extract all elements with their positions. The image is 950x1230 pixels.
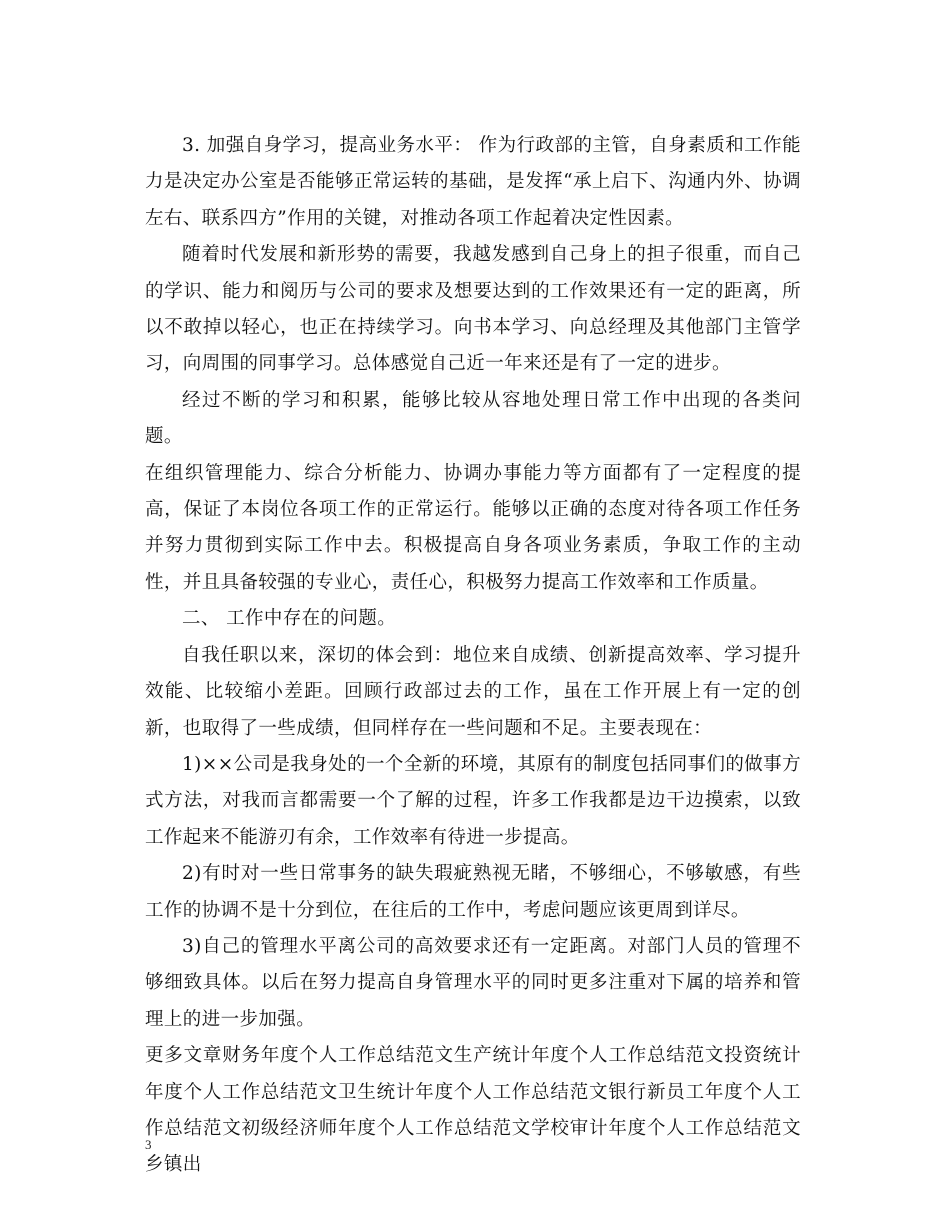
paragraph-management-ability: 在组织管理能力、综合分析能力、协调办事能力等方面都有了一定程度的提高，保证了本岗位各项工作的正常运行。能够以正确的态度对待各项工作任务并努力贯彻到实际工作中去。积极提高自身各项业务素质，争取工作的主动性，并且具备较强的专业心，责任心，积极努力提高工作效率和工作质量。 [145,462,801,593]
section-heading-problems: 二、 工作中存在的问题。 [182,608,397,630]
paragraph-since-appointment: 自我任职以来，深切的体会到：地位来自成绩、创新提高效率、学习提升效能、比较缩小差距。回顾行政部过去的工作，虽在工作开展上有一定的创新，也取得了一些成绩，但同样存在一些问题和不足。主要表现在： [145,644,801,739]
list-item-problem-1: 1)××公司是我身处的一个全新的环境，其原有的制度包括同事们的做事方式方法，对我而言都需要一个了解的过程，许多工作我都是边干边摸索，以致工作起来不能游刃有余，工作效率有待进一步提高。 [145,753,801,848]
list-item-problem-2: 2)有时对一些日常事务的缺失瑕疵熟视无睹，不够细心，不够敏感，有些工作的协调不是十分到位，在往后的工作中，考虑问题应该更周到详尽。 [145,863,801,921]
list-item-problem-3: 3)自己的管理水平离公司的高效要求还有一定距离。对部门人员的管理不够细致具体。以后在努力提高自身管理水平的同时更多注重对下属的培养和管理上的进一步加强。 [145,935,801,1030]
paragraph-learning-accumulation: 经过不断的学习和积累，能够比较从容地处理日常工作中出现的各类问题。 [145,389,801,448]
paragraph-times-development: 随着时代发展和新形势的需要，我越发感到自己身上的担子很重，而自己的学识、能力和阅历与公司的要求及想要达到的工作效果还有一定的距离，所以不敢掉以轻心，也正在持续学习。向书本学习、向总经理及其他部门主管学习，向周围的同事学习。总体感觉自己近一年来还是有了一定的进步。 [145,244,801,375]
paragraph-self-study: 3. 加强自身学习，提高业务水平： 作为行政部的主管，自身素质和工作能力是决定办公室是否能够正常运转的基础，是发挥“承上启下、沟通内外、协调左右、联系四方”作用的关键，对推动各项工作起着决定性因素。 [145,135,801,229]
page-number: 3 [145,1137,152,1152]
document-body [145,128,801,1184]
paragraph-more-articles: 更多文章财务年度个人工作总结范文生产统计年度个人工作总结范文投资统计年度个人工作总结范文卫生统计年度个人工作总结范文银行新员工年度个人工作总结范文初级经济师年度个人工作总结范文学校审计年度个人工作总结范文乡镇出 [145,1045,801,1176]
